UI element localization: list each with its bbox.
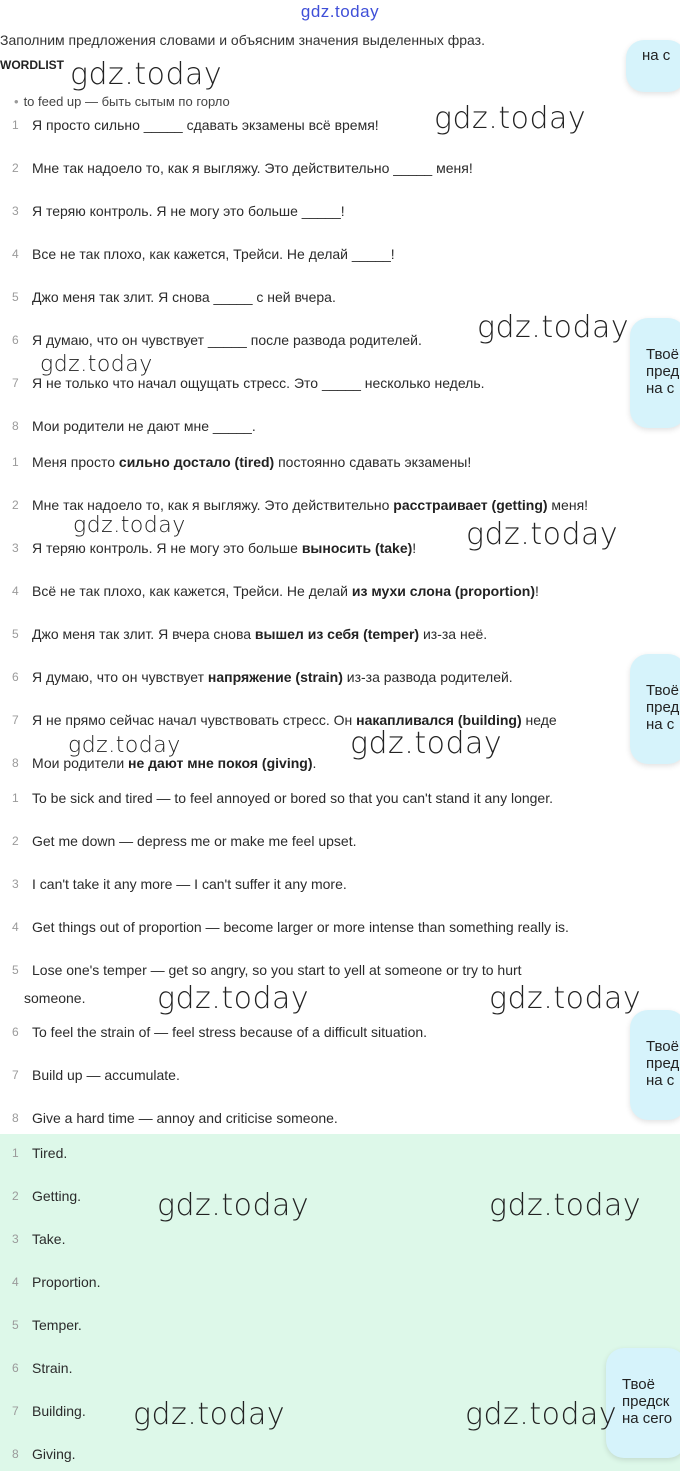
translation-text: Мне так надоело то, как я выгляжу. Это действительно [32,497,394,513]
translation-text: Я не прямо сейчас начал чувствовать стресс. Он [32,712,357,728]
item-number: 8 [12,1111,19,1125]
watermark: gdz.today [477,310,630,345]
task-text: Я просто сильно _____ сдавать экзамены всё время! [32,117,379,133]
watermark: gdz.today [465,1397,618,1432]
promo-bubble-text: на с [642,47,671,64]
translation-text: из-за развода родителей. [342,669,513,685]
definition-text: Build up — accumulate. [32,1067,180,1083]
watermark: gdz.today [157,1188,310,1223]
promo-bubble-text: на сего [622,1410,673,1427]
definition-text-continued: someone. [24,990,86,1006]
promo-bubble-text: на с [646,716,675,733]
site-title[interactable]: gdz.today [300,2,380,21]
promo-bubble[interactable] [630,654,680,764]
watermark: gdz.today [70,57,223,92]
promo-bubble-text: пред [646,363,680,380]
highlighted-phrase: из мухи слона (proportion) [351,583,536,599]
task-text: Джо меня так злит. Я снова _____ с ней вчера. [32,289,336,305]
definition-text: To feel the strain of — feel stress because of a difficult situation. [32,1024,428,1040]
item-number: 6 [12,670,19,684]
item-number: 7 [12,1068,19,1082]
item-number: 8 [12,1447,19,1461]
translation-text: Я думаю, что он чувствует [32,669,208,685]
highlighted-phrase: расстраивает (getting) [393,497,548,513]
promo-bubble-text: Твоё [646,682,679,699]
item-number: 6 [12,1025,19,1039]
translation-text: Я теряю контроль. Я не могу это больше [32,540,302,556]
task-instructions: Заполним предложения словами и объясним значения выделенных фраз. [0,32,485,48]
task-text: Мне так надоело то, как я выгляжу. Это действительно _____ меня! [32,160,473,176]
item-number: 7 [12,1404,19,1418]
item-number: 3 [12,877,19,891]
highlighted-phrase: накапливался (building) [356,712,522,728]
task-text: Мои родители не дают мне _____. [32,418,256,434]
promo-bubble[interactable] [626,40,680,92]
item-number: 4 [12,247,19,261]
answer-text: Building. [32,1403,86,1419]
translation-text: ! [412,540,417,556]
wordlist-label: WORDLIST [0,58,64,72]
highlighted-phrase: не дают мне покоя (giving) [128,755,313,771]
item-number: 2 [12,834,19,848]
translation-text: постоянно сдавать экзамены! [274,454,472,470]
promo-bubble-text: Твоё [622,1376,655,1393]
definition-text: Lose one's temper — get so angry, so you start to yell at someone or try to hurt [32,962,522,978]
item-number: 3 [12,1232,19,1246]
answer-text: Getting. [32,1188,82,1204]
translation-text: Джо меня так злит. Я вчера снова [32,626,255,642]
definition-text: Get me down — depress me or make me feel upset. [32,833,357,849]
task-text: Я думаю, что он чувствует _____ после развода родителей. [32,332,422,348]
answer-text: Temper. [32,1317,82,1333]
watermark: gdz.today [73,513,186,538]
item-number: 3 [12,204,19,218]
item-number: 1 [12,455,19,469]
task-text: Все не так плохо, как кажется, Трейси. Не делай _____! [32,246,395,262]
highlighted-phrase: напряжение (strain) [207,669,343,685]
item-number: 5 [12,1318,19,1332]
item-number: 4 [12,584,19,598]
highlighted-phrase: сильно достало (tired) [118,454,275,470]
watermark: gdz.today [350,726,503,761]
watermark: gdz.today [434,101,587,136]
answer-text: Giving. [32,1446,76,1462]
item-number: 2 [12,1189,19,1203]
item-number: 5 [12,290,19,304]
definition-text: To be sick and tired — to feel annoyed or bored so that you can't stand it any longer. [32,790,553,806]
translation-text: Всё не так плохо, как кажется, Трейси. Не делай [32,583,352,599]
item-number: 2 [12,161,19,175]
translation-text: ! [535,583,539,599]
definition-text: Give a hard time — annoy and criticise someone. [32,1110,338,1126]
promo-bubble-text: на с [646,1072,675,1089]
answer-text: Take. [32,1231,66,1247]
translation-text: Меня просто [32,454,119,470]
promo-bubble-text: пред [646,699,680,716]
promo-bubble[interactable] [630,1010,680,1120]
watermark: gdz.today [466,517,619,552]
answer-text: Proportion. [32,1274,101,1290]
bullet-dot-icon: • [14,94,19,109]
watermark: gdz.today [157,981,310,1016]
watermark: gdz.today [68,733,181,758]
wordlist-item-text: to feed up — быть сытым по горло [23,94,230,109]
item-number: 4 [12,920,19,934]
promo-bubble-text: Твоё [646,1038,679,1055]
item-number: 8 [12,756,19,770]
highlighted-phrase: вышел из себя (temper) [254,626,420,642]
promo-bubble-text: Твоё [646,346,679,363]
promo-bubble-text: на с [646,380,675,397]
answer-text: Tired. [32,1145,68,1161]
item-number: 5 [12,963,19,977]
watermark: gdz.today [489,1188,642,1223]
item-number: 1 [12,118,19,132]
promo-bubble[interactable] [630,318,680,428]
watermark: gdz.today [489,981,642,1016]
promo-bubble-text: предск [622,1393,670,1410]
definition-text: I can't take it any more — I can't suffer it any more. [32,876,347,892]
item-number: 7 [12,713,19,727]
answer-text: Strain. [32,1360,73,1376]
item-number: 1 [12,791,19,805]
wordlist-item [14,94,230,109]
translation-text: неде [521,712,557,728]
highlighted-phrase: выносить (take) [301,540,413,556]
item-number: 6 [12,1361,19,1375]
task-text: Я не только что начал ощущать стресс. Это _____ несколько недель. [32,375,485,391]
item-number: 1 [12,1146,19,1160]
item-number: 2 [12,498,19,512]
item-number: 3 [12,541,19,555]
watermark: gdz.today [40,352,153,377]
definition-text: Get things out of proportion — become larger or more intense than something really is. [32,919,569,935]
item-number: 5 [12,627,19,641]
item-number: 8 [12,419,19,433]
promo-bubble-text: пред [646,1055,680,1072]
item-number: 4 [12,1275,19,1289]
task-text: Я теряю контроль. Я не могу это больше _____! [32,203,345,219]
translation-text: меня! [547,497,589,513]
translation-text: из-за неё. [419,626,488,642]
translation-text: . [312,755,317,771]
item-number: 7 [12,376,19,390]
watermark: gdz.today [133,1397,286,1432]
item-number: 6 [12,333,19,347]
translation-text: Мои родители [32,755,129,771]
